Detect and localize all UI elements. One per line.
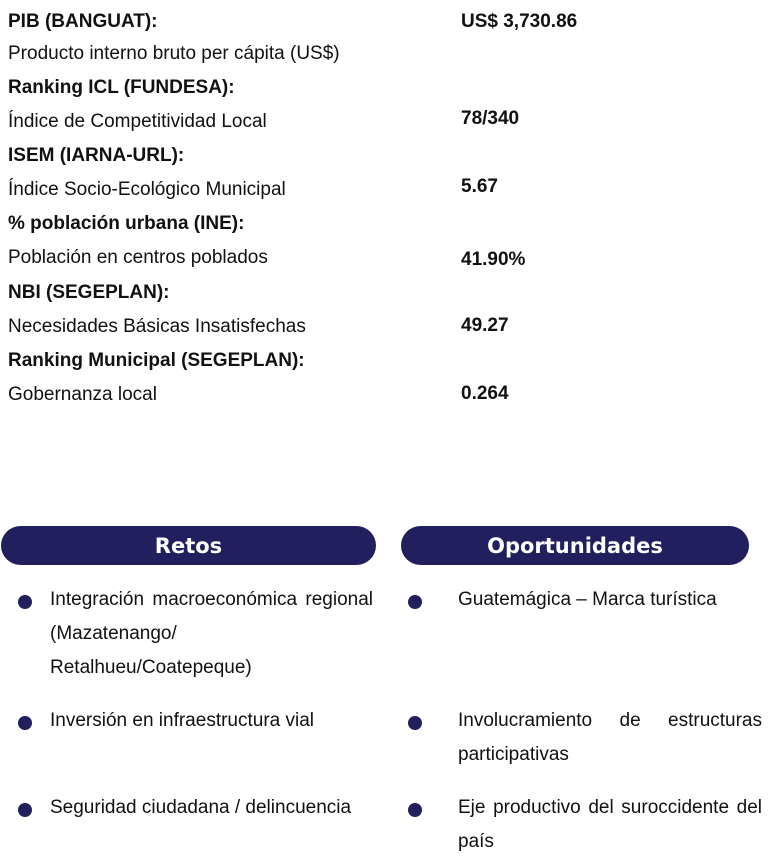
indicator-title-nbi: NBI (SEGEPLAN): bbox=[8, 282, 170, 303]
retos-item-text: Integración macroeconómica regional (Mazatenango/ Retalhueu/Coatepeque) bbox=[50, 589, 373, 678]
oportunidades-item-text: Eje productivo del suroccidente del país bbox=[458, 797, 762, 852]
oportunidades-header: Oportunidades bbox=[401, 526, 749, 565]
indicator-value-nbi: 49.27 bbox=[461, 315, 509, 336]
list-item bbox=[408, 591, 762, 691]
indicator-desc-icl: Índice de Competitividad Local bbox=[8, 111, 267, 132]
indicator-title-icl: Ranking ICL (FUNDESA): bbox=[8, 77, 235, 98]
oportunidades-item-text: Guatemágica – Marca turística bbox=[458, 589, 717, 610]
oportunidades-item-text: Involucramiento de estructuras participativas bbox=[458, 710, 762, 765]
list-item bbox=[408, 799, 762, 864]
bullet-dot-icon bbox=[18, 595, 32, 609]
retos-header: Retos bbox=[1, 526, 376, 565]
indicator-value-pib: US$ 3,730.86 bbox=[461, 11, 578, 32]
bullet-dot-icon bbox=[18, 716, 32, 730]
retos-item-text: Inversión en infraestructura vial bbox=[50, 710, 315, 731]
indicator-desc-pib: Producto interno bruto per cápita (US$) bbox=[8, 43, 340, 64]
bullet-dot-icon bbox=[408, 803, 422, 817]
list-item bbox=[18, 591, 373, 691]
indicator-desc-nbi: Necesidades Básicas Insatisfechas bbox=[8, 316, 306, 337]
bullet-dot-icon bbox=[408, 595, 422, 609]
indicator-value-isem: 5.67 bbox=[461, 176, 498, 197]
list-item bbox=[18, 799, 373, 864]
bullet-dot-icon bbox=[408, 716, 422, 730]
indicator-desc-urbana: Población en centros poblados bbox=[8, 247, 268, 268]
indicator-title-isem: ISEM (IARNA-URL): bbox=[8, 145, 185, 166]
indicator-title-ranking-municipal: Ranking Municipal (SEGEPLAN): bbox=[8, 350, 305, 371]
retos-item-text: Seguridad ciudadana / delincuencia bbox=[50, 797, 352, 818]
bullet-dot-icon bbox=[18, 803, 32, 817]
indicator-title-pib: PIB (BANGUAT): bbox=[8, 11, 158, 32]
indicator-desc-isem: Índice Socio-Ecológico Municipal bbox=[8, 179, 286, 200]
indicator-desc-ranking-municipal: Gobernanza local bbox=[8, 384, 157, 405]
indicator-value-icl: 78/340 bbox=[461, 108, 520, 129]
indicator-value-urbana: 41.90% bbox=[461, 249, 526, 270]
indicator-value-ranking-municipal: 0.264 bbox=[461, 383, 509, 404]
indicator-title-urbana: % población urbana (INE): bbox=[8, 213, 245, 234]
